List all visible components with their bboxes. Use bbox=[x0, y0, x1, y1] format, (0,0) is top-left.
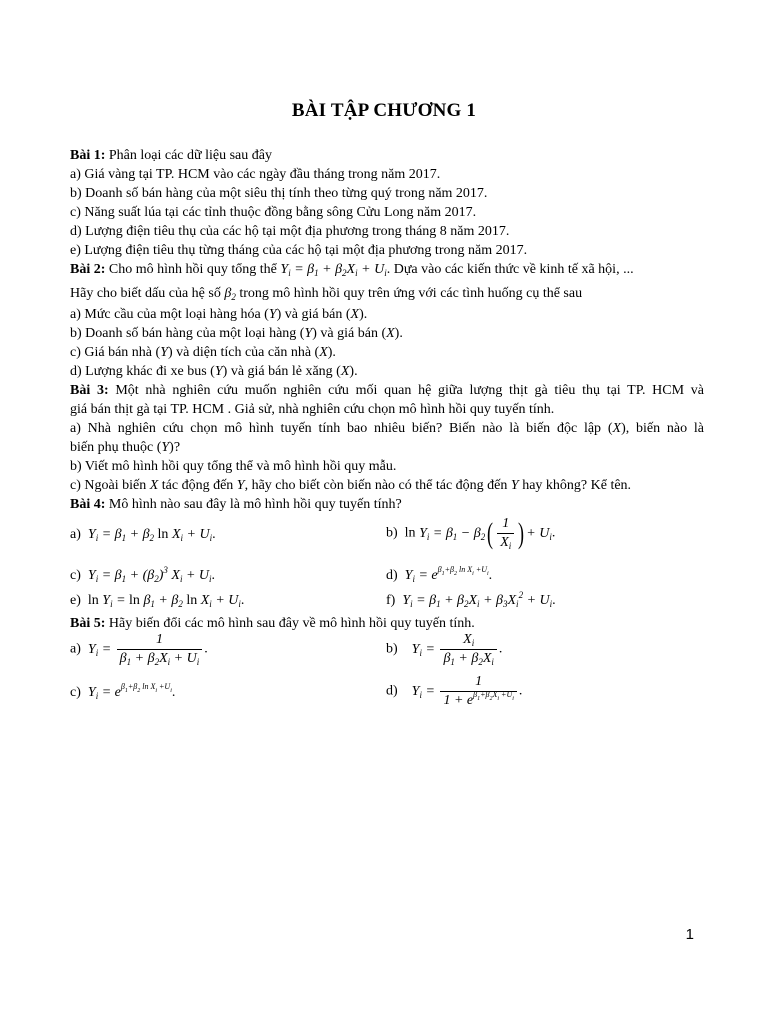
bai4-eq-b: b) $\ln Y_i = \beta_1 - \beta_2$( $\frac{1}{X_i}$ ) + $U_i$. bbox=[386, 516, 556, 551]
bai3-line-1: Bài 3: Một nhà nghiên cứu muốn nghiên cứu mối quan hệ giữa lượng thịt gà tiêu thụ tại TP. HCM và bbox=[70, 383, 705, 398]
bai1-heading bbox=[70, 146, 704, 165]
bai3-item-a-line-1: a) Nhà nghiên cứu chọn mô hình tuyến tính bao nhiêu biến? Biến nào là biến độc lập (X), biến nào là bbox=[70, 421, 704, 436]
bai3-line-2: giá bán thịt gà tại TP. HCM . Giả sử, nhà nghiên cứu chọn mô hình hồi quy tuyến tính. bbox=[70, 402, 555, 417]
page-number: 1 bbox=[685, 926, 694, 943]
bai1-label: Bài 1: bbox=[70, 148, 106, 163]
bai2-item-d: d) Lượng khác đi xe bus (Y) và giá bán lẻ xăng (X). bbox=[70, 364, 358, 379]
page-title: BÀI TẬP CHƯƠNG 1 bbox=[291, 100, 477, 121]
bai3-item-b: b) Viết mô hình hồi quy tổng thể và mô hình hồi quy mẫu. bbox=[70, 459, 397, 474]
bai3-label: Bài 3: bbox=[70, 383, 109, 398]
bai3-item-c: c) Ngoài biến X tác động đến Y, hãy cho biết còn biến nào có thể tác động đến Y hay không? Kể tên. bbox=[70, 478, 632, 493]
bai5-label: Bài 5: bbox=[70, 616, 106, 631]
bai4-heading: Bài 4: Mô hình nào sau đây là mô hình hồi quy tuyến tính? bbox=[70, 497, 402, 512]
bai2-item-b: b) Doanh số bán hàng của một loại hàng (Y) và giá bán (X). bbox=[70, 326, 403, 341]
bai5-eq-d: d) $Y_i$ = $\frac{1}{1 + e^{\beta_1+\beta_2X_i +U_i}}$ . bbox=[386, 674, 523, 708]
bai5-eq-c: c) $Y_i = e^{\beta_1+\beta_2 ln X_i +U_i}$. bbox=[70, 682, 176, 701]
bai5-heading: Bài 5: Hãy biến đổi các mô hình sau đây về mô hình hồi quy tuyến tính. bbox=[70, 616, 475, 631]
bai2-label: Bài 2: bbox=[70, 262, 106, 277]
bai1-item-d: d) Lượng điện tiêu thụ của các hộ tại một địa phương trong tháng 8 năm 2017. bbox=[70, 224, 510, 239]
bai1-item-c: c) Năng suất lúa tại các tỉnh thuộc đồng bằng sông Cửu Long năm 2017. bbox=[70, 205, 477, 220]
bai1-item-a: a) Giá vàng tại TP. HCM vào các ngày đầu tháng trong năm 2017. bbox=[70, 167, 441, 182]
population-regression-formula: $Y_i = \beta_1 + \beta_2X_i + U_i$ bbox=[280, 262, 387, 278]
bai4-eq-f: f) $Y_i = \beta_1 + \beta_2X_i + \beta_3X_i^2 + U_i$. bbox=[386, 590, 556, 609]
bai2-line-1: Bài 2: Cho mô hình hồi quy tổng thể $Y_i = \beta_1 + \beta_2X_i + U_i$. Dựa vào các kiến thức về kinh tế xã hội, ... bbox=[70, 262, 634, 278]
bai1-item-b: b) Doanh số bán hàng của một siêu thị tính theo từng quý trong năm 2017. bbox=[70, 186, 488, 201]
bai1-item-e: e) Lượng điện tiêu thụ từng tháng của các hộ tại một địa phương trong năm 2017. bbox=[70, 243, 528, 258]
bai4-eq-e: e) $\ln Y_i = \ln \beta_1 + \beta_2$ $\ln X_i + U_i$. bbox=[70, 593, 245, 609]
bai5-eq-b: b) $Y_i$ = $\frac{X_i}{\beta_1 + \beta_2X_i}$ . bbox=[386, 632, 503, 667]
bai2-item-c: c) Giá bán nhà (Y) và diện tích của căn nhà (X). bbox=[70, 345, 336, 360]
bai2-item-a: a) Mức cầu của một loại hàng hóa (Y) và giá bán (X). bbox=[70, 307, 368, 322]
bai4-eq-d: d) $Y_i = e^{\beta_1+\beta_2 ln X_i +U_i}$. bbox=[386, 565, 493, 584]
bai5-eq-a: a) $Y_i$ = $\frac{1}{\beta_1 + \beta_2X_i + U_i}$ . bbox=[70, 632, 208, 667]
bai1-intro: Phân loại các dữ liệu sau đây bbox=[105, 148, 272, 163]
bai2-line-2: Hãy cho biết dấu của hệ số $\beta_2$ trong mô hình hồi quy trên ứng với các tình huống cụ thể sau bbox=[70, 286, 583, 302]
bai4-eq-a: a) $Y_i = \beta_1 + \beta_2$ $\ln X_i + U_i$. bbox=[70, 527, 216, 543]
bai4-label: Bài 4: bbox=[70, 497, 106, 512]
bai4-eq-c: c) $Y_i = \beta_1 + (\beta_2)^3$ $X_i + U_i$. bbox=[70, 565, 216, 584]
beta2-symbol: $\beta_2$ bbox=[224, 286, 236, 302]
bai3-item-a-line-2: biến phụ thuộc (Y)? bbox=[70, 440, 181, 455]
